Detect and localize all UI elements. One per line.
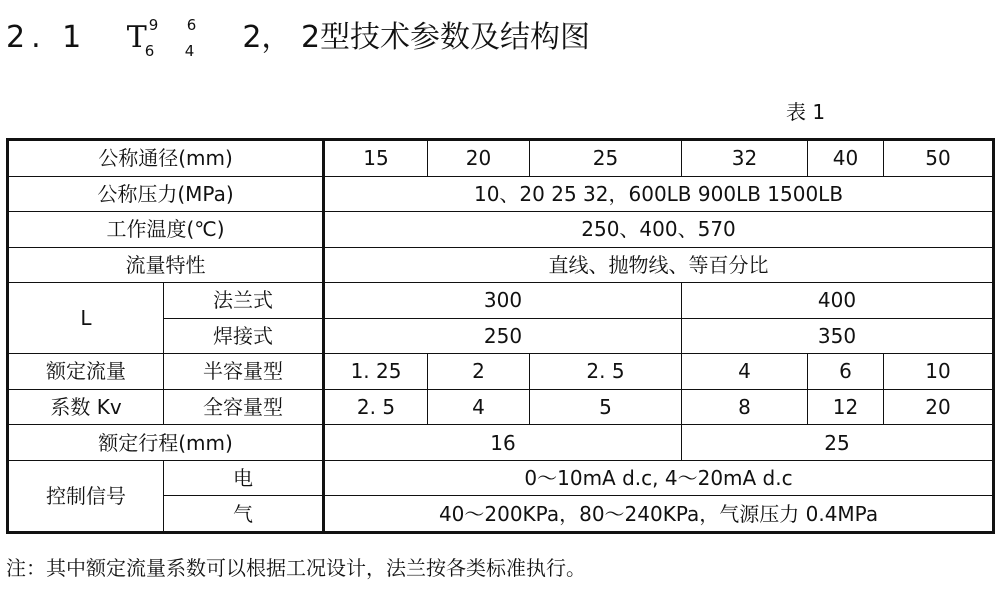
model-sub-1: 6 [144, 42, 155, 60]
cell-value: 300 [324, 283, 682, 319]
table-row-flow-characteristic [8, 247, 994, 283]
footnote: 注：其中额定流量系数可以根据工况设计，法兰按各类标准执行。 [6, 556, 586, 580]
cell-label: 额定行程(mm) [8, 425, 324, 461]
model-sup-2: 6 [186, 16, 197, 34]
table-row-kv-half [8, 354, 994, 390]
cell-sublabel: 半容量型 [164, 354, 324, 390]
cell-sublabel: 电 [164, 460, 324, 496]
table-row-working-temperature [8, 212, 994, 248]
cell-sublabel: 全容量型 [164, 389, 324, 425]
cell-label: L [8, 283, 164, 354]
section-heading [6, 18, 590, 58]
cell-value: 350 [682, 318, 994, 354]
table-row-rated-stroke [8, 425, 994, 461]
cell-value: 2. 5 [324, 389, 428, 425]
cell-value: 2 [428, 354, 530, 390]
cell-value: 15 [324, 140, 428, 177]
cell-value: 0～10mA d.c, 4～20mA d.c [324, 460, 994, 496]
cell-value: 250、400、570 [324, 212, 994, 248]
cell-label: 流量特性 [8, 247, 324, 283]
cell-value: 40～200KPa，80～240KPa，气源压力 0.4MPa [324, 496, 994, 533]
cell-value: 25 [682, 425, 994, 461]
cell-label: 系数 Kv [8, 389, 164, 425]
cell-value: 5 [530, 389, 682, 425]
cell-value: 40 [808, 140, 884, 177]
table-row-nominal-pressure [8, 176, 994, 212]
cell-value: 50 [884, 140, 994, 177]
cell-label: 公称通径(mm) [8, 140, 324, 177]
table-row-control-electric [8, 460, 994, 496]
cell-value: 12 [808, 389, 884, 425]
cell-value: 10 [884, 354, 994, 390]
cell-value: 10、20 25 32，600LB 900LB 1500LB [324, 176, 994, 212]
cell-sublabel: 法兰式 [164, 283, 324, 319]
cell-value: 1. 25 [324, 354, 428, 390]
cell-label: 控制信号 [8, 460, 164, 532]
cell-value: 4 [428, 389, 530, 425]
cell-sublabel: 气 [164, 496, 324, 533]
cell-sublabel: 焊接式 [164, 318, 324, 354]
cell-value: 16 [324, 425, 682, 461]
cell-value: 直线、抛物线、等百分比 [324, 247, 994, 283]
model-sup-1: 9 [148, 16, 159, 34]
cell-label: 工作温度(℃) [8, 212, 324, 248]
cell-value: 25 [530, 140, 682, 177]
cell-value: 4 [682, 354, 808, 390]
cell-value: 250 [324, 318, 682, 354]
cell-value: 32 [682, 140, 808, 177]
cell-value: 6 [808, 354, 884, 390]
table-row-nominal-diameter [8, 140, 994, 177]
table-row-length-flange [8, 283, 994, 319]
cell-value: 400 [682, 283, 994, 319]
cell-label: 公称压力(MPa) [8, 176, 324, 212]
table-row-kv-full [8, 389, 994, 425]
cell-value: 2. 5 [530, 354, 682, 390]
heading-title: 2， 2型技术参数及结构图 [242, 20, 591, 55]
cell-label: 额定流量 [8, 354, 164, 390]
model-letter: T [126, 20, 147, 55]
model-sub-2: 4 [184, 42, 195, 60]
cell-value: 8 [682, 389, 808, 425]
cell-value: 20 [884, 389, 994, 425]
cell-value: 20 [428, 140, 530, 177]
section-number: 2. 1 [6, 20, 88, 55]
table-caption: 表 1 [786, 100, 826, 124]
model-designation [127, 18, 207, 58]
parameter-table [6, 138, 995, 534]
